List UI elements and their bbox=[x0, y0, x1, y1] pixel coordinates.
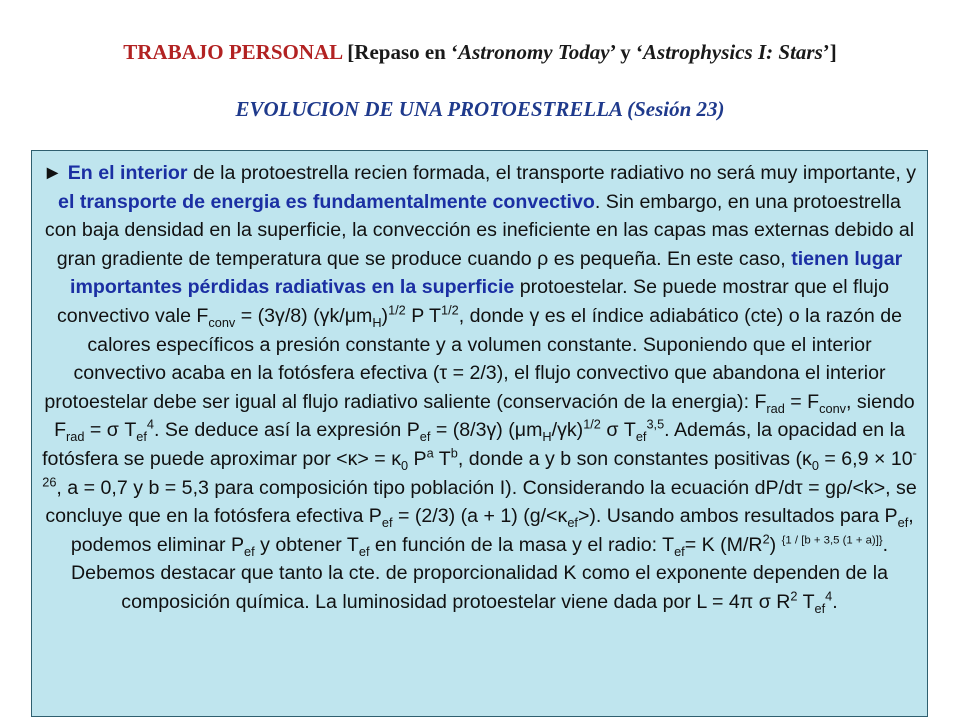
subscript: conv bbox=[208, 314, 236, 330]
subscript: conv bbox=[819, 400, 847, 416]
text-run: = (3γ/8) (γk/μm bbox=[235, 304, 373, 327]
book-title-1: Astronomy Today bbox=[458, 40, 610, 64]
subscript: ef bbox=[635, 429, 647, 445]
text-run: , siendo F bbox=[54, 390, 915, 442]
text-run: = K (M/R bbox=[684, 533, 763, 556]
text-run: , a = 0,7 y b = 5,3 para composición tipo población I). Considerando la ecuación dP/dτ = gρ/<k>, se concluye que en la fotósfera efectiva P bbox=[45, 476, 917, 528]
title-text: ’] bbox=[822, 40, 837, 64]
text-run: = 6,9 × 10 bbox=[818, 447, 913, 470]
text-run: /γk) bbox=[551, 419, 584, 442]
subscript: 0 bbox=[401, 457, 409, 473]
text-run: T bbox=[433, 447, 451, 470]
highlight-convective: el transporte de energia es fundamentalmente convectivo bbox=[58, 190, 595, 213]
subscript: H bbox=[372, 314, 382, 330]
title-highlight: TRABAJO PERSONAL bbox=[123, 40, 343, 64]
subscript: ef bbox=[381, 515, 393, 531]
page-subtitle: EVOLUCION DE UNA PROTOESTRELLA (Sesión 23) bbox=[235, 97, 725, 121]
superscript: b bbox=[450, 445, 458, 461]
superscript: 1/2 bbox=[388, 302, 406, 318]
text-run: ) bbox=[381, 304, 389, 327]
superscript: 1/2 bbox=[583, 416, 601, 432]
highlight-interior: En el interior bbox=[67, 162, 188, 184]
text-run: . Se deduce así la expresión P bbox=[154, 419, 420, 442]
text-run: , podemos eliminar P bbox=[70, 505, 914, 556]
subscript: ef bbox=[897, 515, 909, 531]
text-run: en función de la masa y el radio: T bbox=[369, 533, 675, 556]
subscript: ef bbox=[674, 543, 685, 559]
content-panel bbox=[31, 150, 928, 717]
page-title bbox=[0, 40, 960, 65]
bullet-icon: ► bbox=[42, 162, 63, 184]
subscript: ef bbox=[814, 600, 826, 616]
superscript: 4 bbox=[825, 588, 833, 604]
exponent: {1 / [b + 3,5 (1 + a)]} bbox=[781, 534, 883, 547]
subscript: rad bbox=[766, 400, 785, 416]
superscript: 2 bbox=[762, 531, 770, 547]
subscript: rad bbox=[66, 429, 85, 445]
text-run: σ T bbox=[600, 419, 636, 442]
text-run: , donde a y b son constantes positivas (κ bbox=[457, 447, 812, 470]
subscript: ef bbox=[244, 543, 255, 559]
superscript: 1/2 bbox=[440, 302, 459, 318]
text-run: = (8/3γ) (μm bbox=[430, 419, 543, 442]
text-run: P T bbox=[405, 304, 441, 327]
title-text: ’ y ‘ bbox=[609, 40, 644, 64]
superscript: 4 bbox=[146, 416, 155, 432]
subscript: ef bbox=[567, 515, 578, 531]
text-run: >). Usando ambos resultados para P bbox=[577, 505, 898, 528]
subscript: 0 bbox=[811, 457, 819, 473]
text-run: . Además, la opacidad en la fotósfera se puede aproximar por <κ> = κ bbox=[42, 419, 905, 470]
body-paragraph bbox=[42, 159, 917, 617]
text-run: = F bbox=[784, 390, 820, 413]
highlight-radiative-losses: tienen lugar importantes pérdidas radiativas en la superficie bbox=[70, 247, 903, 299]
subscript: ef bbox=[136, 429, 147, 445]
text-run: y obtener T bbox=[254, 533, 359, 556]
text-run: . Debemos destacar que tanto la cte. de proporcionalidad K como el exponente dependen de la composición química. La luminosidad protoestelar viene dada por L = 4π σ R bbox=[71, 533, 889, 613]
superscript: 3,5 bbox=[646, 416, 665, 432]
subscript: H bbox=[542, 429, 552, 445]
title-text: [Repaso en ‘ bbox=[342, 40, 459, 64]
text-run: . bbox=[832, 590, 838, 613]
text-run: = (2/3) (a + 1) (g/<κ bbox=[392, 505, 568, 528]
book-title-2: Astrophysics I: Stars bbox=[643, 40, 823, 64]
text-run: de la protoestrella recien formada, el transporte radiativo no será muy importante, y bbox=[187, 162, 917, 184]
text-run: P bbox=[408, 447, 427, 470]
superscript: 2 bbox=[790, 588, 798, 604]
subscript: ef bbox=[419, 429, 431, 445]
superscript: -26 bbox=[42, 445, 917, 489]
text-run: ) bbox=[769, 533, 782, 556]
text-run: , donde γ es el índice adiabático (cte) o la razón de calores específicos a presión constante y a volumen constante. Suponiendo que el interior convectivo acaba en la fotósfera efectiva (τ = 2/3), el flujo convectivo que abandona el interior protoestelar debe ser igual al flujo radiativo saliente (conservación de la energia): F bbox=[44, 304, 902, 413]
superscript: a bbox=[426, 445, 434, 461]
text-run: protoestelar. Se puede mostrar que el flujo convectivo vale F bbox=[57, 276, 889, 327]
text-run: . Sin embargo, en una protoestrella con baja densidad en la superficie, la convección es ineficiente en las capas mas externas debido al gran gradiente de temperatura que se produce cuando ρ es pequeña. En este caso, bbox=[44, 190, 915, 270]
text-run: = σ T bbox=[84, 419, 137, 442]
text-run: T bbox=[797, 590, 815, 613]
subscript: ef bbox=[358, 543, 370, 559]
